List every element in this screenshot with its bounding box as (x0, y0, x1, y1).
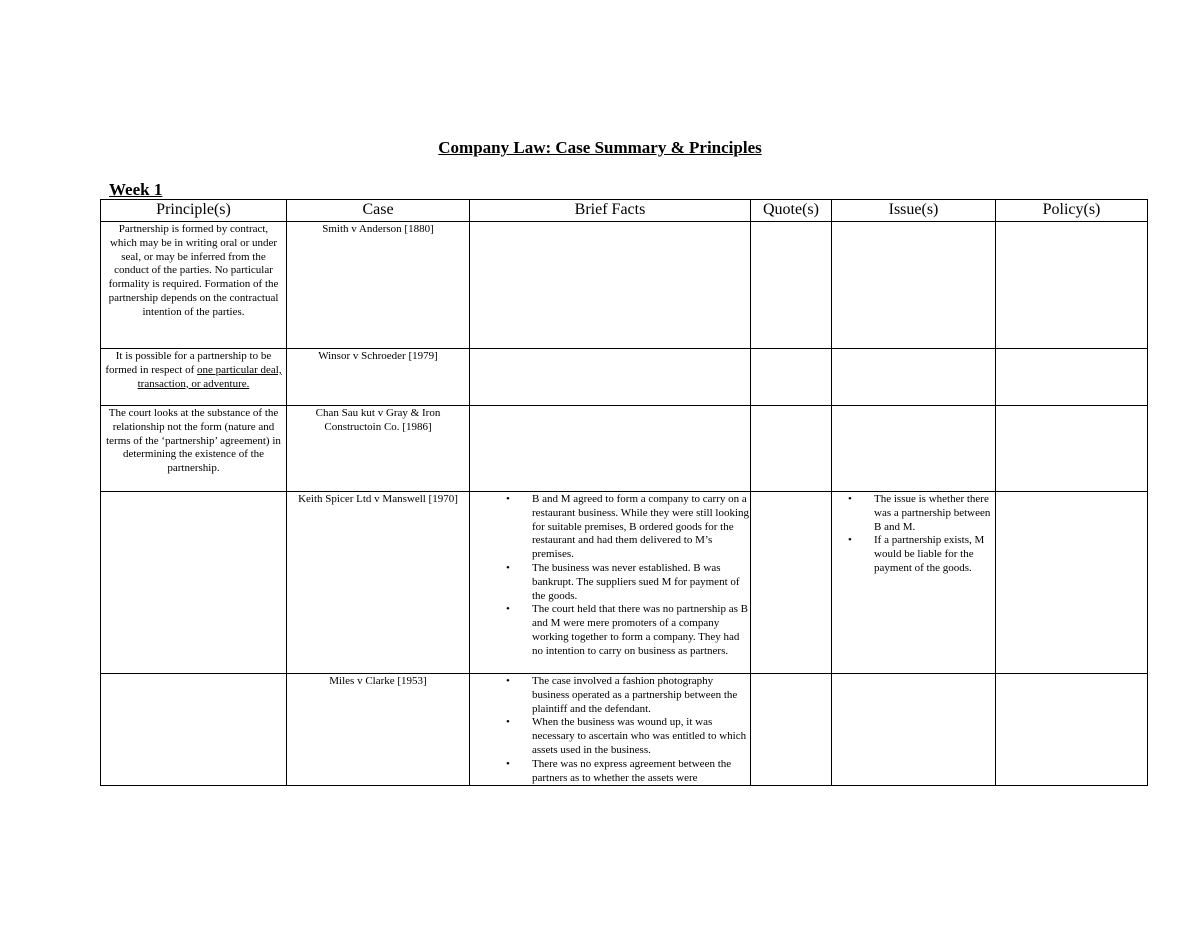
list-item: • There was no express agreement between the partners as to whether the assets were (532, 758, 750, 784)
policy-cell (996, 492, 1148, 674)
facts-cell (470, 222, 751, 349)
facts-cell (470, 674, 751, 786)
list-item: • The business was never established. B was bankrupt. The suppliers sued M for payment of the goods. (532, 562, 750, 603)
facts-cell (470, 406, 751, 492)
col-quotes: Quote(s) (751, 200, 832, 222)
list-item: • If a partnership exists, M would be liable for the payment of the goods. (874, 534, 995, 575)
issue-cell (832, 674, 996, 786)
list-item: • The court held that there was no partnership as B and M were mere promoters of a company working together to form a company. They had no intention to carry on business as partners. (532, 603, 750, 658)
facts-cell (470, 349, 751, 406)
principle-text: The court looks at the substance of the relationship not the form (nature and terms of the ‘partnership’ agreement) in determining the existence of the partnership. (106, 407, 281, 475)
principle-text (101, 349, 286, 405)
col-principles: Principle(s) (101, 200, 287, 222)
facts-list (470, 675, 750, 784)
table-row (101, 674, 1148, 786)
principle-text: Partnership is formed by contract, which may be in writing oral or under seal, or may be inferred from the conduct of the parties. No particular formality is required. Formation of the partnership depends on the contractual intention of the parties. (108, 223, 279, 318)
col-brief-facts: Brief Facts (470, 200, 751, 222)
issue-cell (832, 349, 996, 406)
principle-cell (101, 492, 287, 674)
case-cell (287, 349, 470, 406)
list-item: • When the business was wound up, it was necessary to ascertain who was entitled to which assets used in the business. (532, 716, 750, 757)
case-summary-table (100, 199, 1148, 786)
policy-cell (996, 222, 1148, 349)
list-item: • B and M agreed to form a company to carry on a restaurant business. While they were still looking for suitable premises, B ordered goods for the restaurant and had them delivered to M’s premises. (532, 493, 750, 562)
principle-text-plain: It is possible for a partnership to be formed in respect of (105, 350, 272, 376)
table-row (101, 349, 1148, 406)
principle-text-underlined: one particular deal, transaction, or adventure. (137, 363, 282, 390)
header-row (101, 200, 1148, 222)
case-name: Keith Spicer Ltd v Manswell [1970] (298, 493, 458, 505)
case-cell (287, 406, 470, 492)
facts-list (470, 493, 750, 659)
facts-cell (470, 492, 751, 674)
case-cell (287, 674, 470, 786)
case-name: Miles v Clarke [1953] (329, 675, 427, 687)
case-cell (287, 492, 470, 674)
issues-list (832, 493, 995, 576)
principle-cell (101, 349, 287, 406)
principle-cell (101, 222, 287, 349)
case-name: Winsor v Schroeder [1979] (318, 350, 438, 362)
principle-cell (101, 406, 287, 492)
quote-cell (751, 349, 832, 406)
policy-cell (996, 406, 1148, 492)
quote-cell (751, 674, 832, 786)
col-case: Case (287, 200, 470, 222)
quote-cell (751, 492, 832, 674)
case-name: Chan Sau kut v Gray & Iron Constructoin Co. [1986] (315, 407, 441, 433)
principle-cell (101, 674, 287, 786)
list-item: • The case involved a fashion photography business operated as a partnership between the plaintiff and the defendant. (532, 675, 750, 716)
week-heading: Week 1 (109, 180, 163, 199)
case-name: Smith v Anderson [1880] (322, 223, 434, 235)
col-policy: Policy(s) (996, 200, 1148, 222)
policy-cell (996, 674, 1148, 786)
quote-cell (751, 222, 832, 349)
list-item: • The issue is whether there was a partnership between B and M. (874, 493, 995, 534)
issue-cell (832, 406, 996, 492)
quote-cell (751, 406, 832, 492)
col-issues: Issue(s) (832, 200, 996, 222)
document-title: Company Law: Case Summary & Principles (438, 138, 762, 157)
policy-cell (996, 349, 1148, 406)
table-row (101, 406, 1148, 492)
issue-cell (832, 222, 996, 349)
case-cell (287, 222, 470, 349)
issue-cell (832, 492, 996, 674)
table-row (101, 222, 1148, 349)
table-row (101, 492, 1148, 674)
